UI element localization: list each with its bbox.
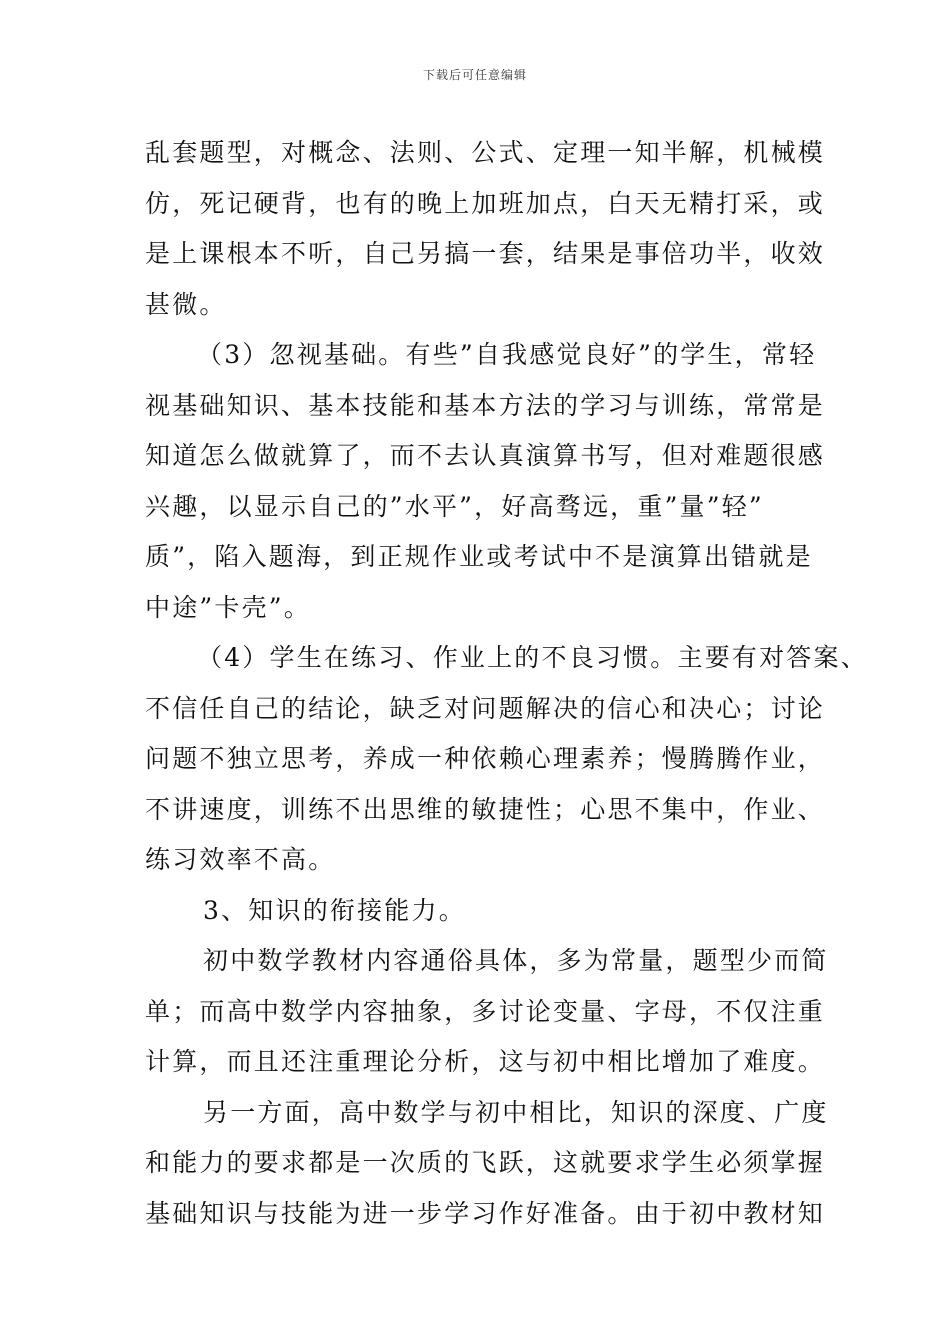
text-line: 质”，陷入题海，到正规作业或考试中不是演算出错就是 bbox=[145, 542, 813, 571]
text-line: 练习效率不高。 bbox=[145, 845, 336, 874]
text-line: 兴趣，以显示自己的”水平”，好高骛远，重”量”轻” bbox=[145, 491, 764, 521]
text-line: 乱套题型，对概念、法则、公式、定理一知半解，机械模 bbox=[145, 138, 826, 167]
text-line: 不讲速度，训练不出思维的敏捷性；心思不集中，作业、 bbox=[145, 794, 826, 824]
document-body bbox=[145, 128, 868, 1239]
text-line: 是上课根本不听，自己另搞一套，结果是事倍功半，收效 bbox=[145, 239, 826, 268]
section-heading: 3、知识的衔接能力。 bbox=[203, 895, 466, 925]
text-line: 基础知识与技能为进一步学习作好准备。由于初中教材知 bbox=[145, 1198, 826, 1228]
text-line: （4）学生在练习、作业上的不良习惯。主要有对答案、 bbox=[197, 643, 868, 672]
text-line: 单；而高中数学内容抽象，多讨论变量、字母，不仅注重 bbox=[145, 996, 826, 1026]
text-line: 中途”卡壳”。 bbox=[145, 592, 311, 622]
text-line: 初中数学教材内容通俗具体，多为常量，题型少而简 bbox=[203, 946, 829, 975]
text-line: 甚微。 bbox=[145, 289, 227, 319]
text-line: 仿，死记硬背，也有的晚上加班加点，白天无精打采，或 bbox=[145, 188, 826, 218]
page-header: 下载后可任意编辑 bbox=[422, 68, 527, 82]
text-line: （3）忽视基础。有些”自我感觉良好”的学生，常轻 bbox=[197, 340, 817, 369]
text-line: 和能力的要求都是一次质的飞跃，这就要求学生必须掌握 bbox=[145, 1148, 826, 1177]
text-line: 视基础知识、基本技能和基本方法的学习与训练，常常是 bbox=[145, 390, 826, 420]
text-line: 另一方面，高中数学与初中相比，知识的深度、广度 bbox=[203, 1097, 829, 1127]
text-line: 不信任自己的结论，缺乏对问题解决的信心和决心；讨论 bbox=[145, 693, 826, 723]
text-line: 计算，而且还注重理论分析，这与初中相比增加了难度。 bbox=[145, 1047, 826, 1076]
text-line: 知道怎么做就算了，而不去认真演算书写，但对难题很感 bbox=[145, 441, 826, 470]
text-line: 问题不独立思考，养成一种依赖心理素养；慢腾腾作业， bbox=[145, 744, 826, 773]
